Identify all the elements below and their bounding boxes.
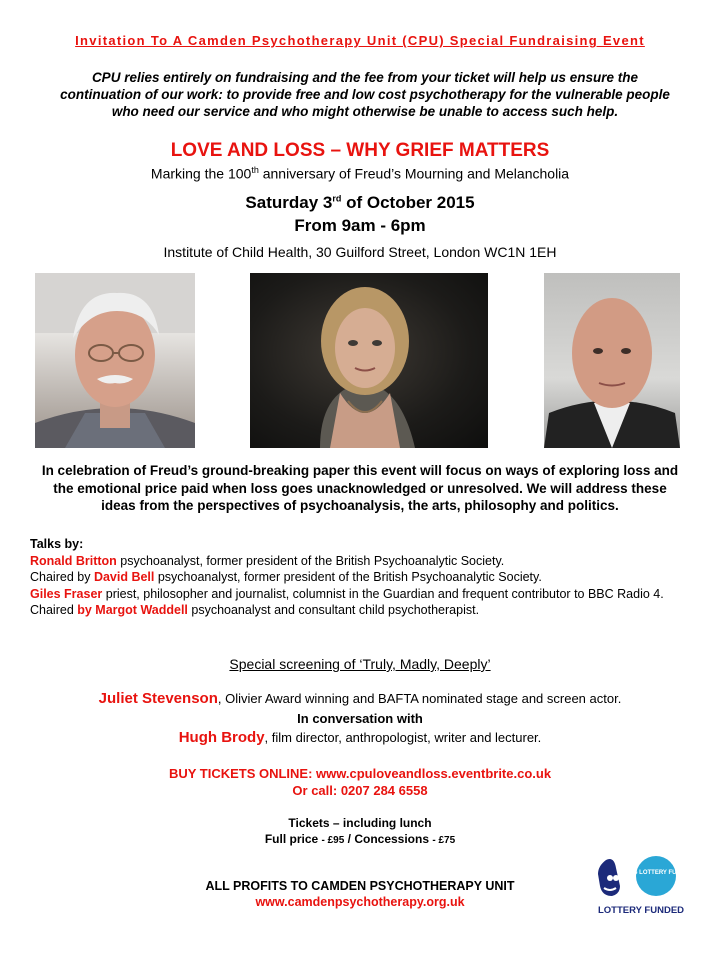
crossed-fingers-icon [598, 859, 620, 896]
tickets-heading: Tickets – including lunch [288, 816, 432, 830]
badge-text: BIG LOTTERY FUND [626, 870, 686, 876]
concession-value: - £75 [432, 835, 456, 846]
hugh-name: Hugh Brody [178, 729, 265, 746]
big-lottery-badge [636, 856, 676, 896]
full-price-label: Full price [264, 832, 319, 846]
ticket-prices [0, 832, 720, 846]
hugh-line [0, 729, 720, 746]
full-price-value: - £95 [321, 835, 345, 846]
date-pre: Saturday 3 [245, 193, 333, 212]
speaker-desc: priest, philosopher and journalist, columnist in the Guardian and frequent contributor to BBC Radio 4. [102, 586, 664, 601]
photo-giles-fraser [544, 273, 680, 448]
concession-label: Concessions [354, 832, 430, 846]
speaker-name: Giles Fraser [30, 586, 103, 601]
talk-pre: Chaired [30, 603, 78, 617]
subtitle-sup: th [251, 165, 259, 175]
date-sup: rd [332, 193, 342, 204]
speaker-desc: psychoanalyst and consultant child psychotherapist. [187, 603, 480, 617]
subtitle-post: anniversary of Freud’s Mourning and Melancholia [258, 165, 570, 182]
juliet-line [0, 690, 720, 707]
screening-title [0, 656, 720, 672]
speaker-name: David Bell [93, 570, 155, 584]
conversation-label: In conversation with [297, 711, 423, 726]
website-link[interactable]: www.camdenpsychotherapy.org.uk [255, 895, 465, 909]
event-subtitle [0, 165, 720, 182]
juliet-desc: , Olivier Award winning and BAFTA nominated stage and screen actor. [217, 691, 622, 706]
talk-line [30, 602, 690, 619]
profits-notice: ALL PROFITS TO CAMDEN PSYCHOTHERAPY UNIT [205, 879, 515, 893]
speaker-name: by Margot Waddell [77, 603, 188, 617]
event-venue: Institute of Child Health, 30 Guilford Street, London WC1N 1EH [163, 244, 557, 260]
event-date [0, 193, 720, 213]
event-title: LOVE AND LOSS – WHY GRIEF MATTERS [170, 140, 550, 161]
screening-title-text: Special screening of ‘Truly, Madly, Deeply’ [229, 656, 491, 672]
juliet-name: Juliet Stevenson [98, 690, 218, 707]
talks-section [30, 536, 690, 619]
talk-line [30, 569, 690, 586]
date-post: of October 2015 [341, 193, 475, 212]
call-number: Or call: 0207 284 6558 [292, 783, 428, 798]
lottery-funded-label: LOTTERY FUNDED [597, 905, 685, 916]
speaker-name: Ronald Britton [30, 553, 117, 568]
speaker-desc: psychoanalyst, former president of the British Psychoanalytic Society. [154, 570, 542, 584]
photo-ronald-britton [35, 273, 195, 448]
photo-juliet-stevenson [250, 273, 488, 448]
price-separator: / [344, 832, 355, 846]
talk-pre: Chaired by [30, 570, 94, 584]
subtitle-pre: Marking the 100 [150, 165, 252, 182]
talk-line [30, 586, 690, 603]
talk-line [30, 553, 690, 570]
invitation-header: Invitation To A Camden Psychotherapy Unit (CPU) Special Fundraising Event [75, 33, 645, 48]
hugh-desc: , film director, anthropologist, writer and lecturer. [264, 730, 542, 745]
buy-tickets-link[interactable]: BUY TICKETS ONLINE: www.cpuloveandloss.eventbrite.co.uk [168, 766, 552, 781]
event-description: In celebration of Freud’s ground-breaking paper this event will focus on ways of exploring loss and the emotional price paid when loss goes unacknowledged or unresolved. We will address these ideas from the perspectives of psychoanalysis, the arts, philosophy and politics. [41, 463, 679, 513]
event-time: From 9am - 6pm [294, 216, 426, 235]
talks-heading: Talks by: [30, 537, 84, 551]
speaker-desc: psychoanalyst, former president of the British Psychoanalytic Society. [116, 553, 505, 568]
intro-paragraph: CPU relies entirely on fundraising and the fee from your ticket will help us ensure the continuation of our work: to provide free and low cost psychotherapy for the vulnerable people who need our service and who might otherwise be unable to access such help. [60, 70, 670, 119]
